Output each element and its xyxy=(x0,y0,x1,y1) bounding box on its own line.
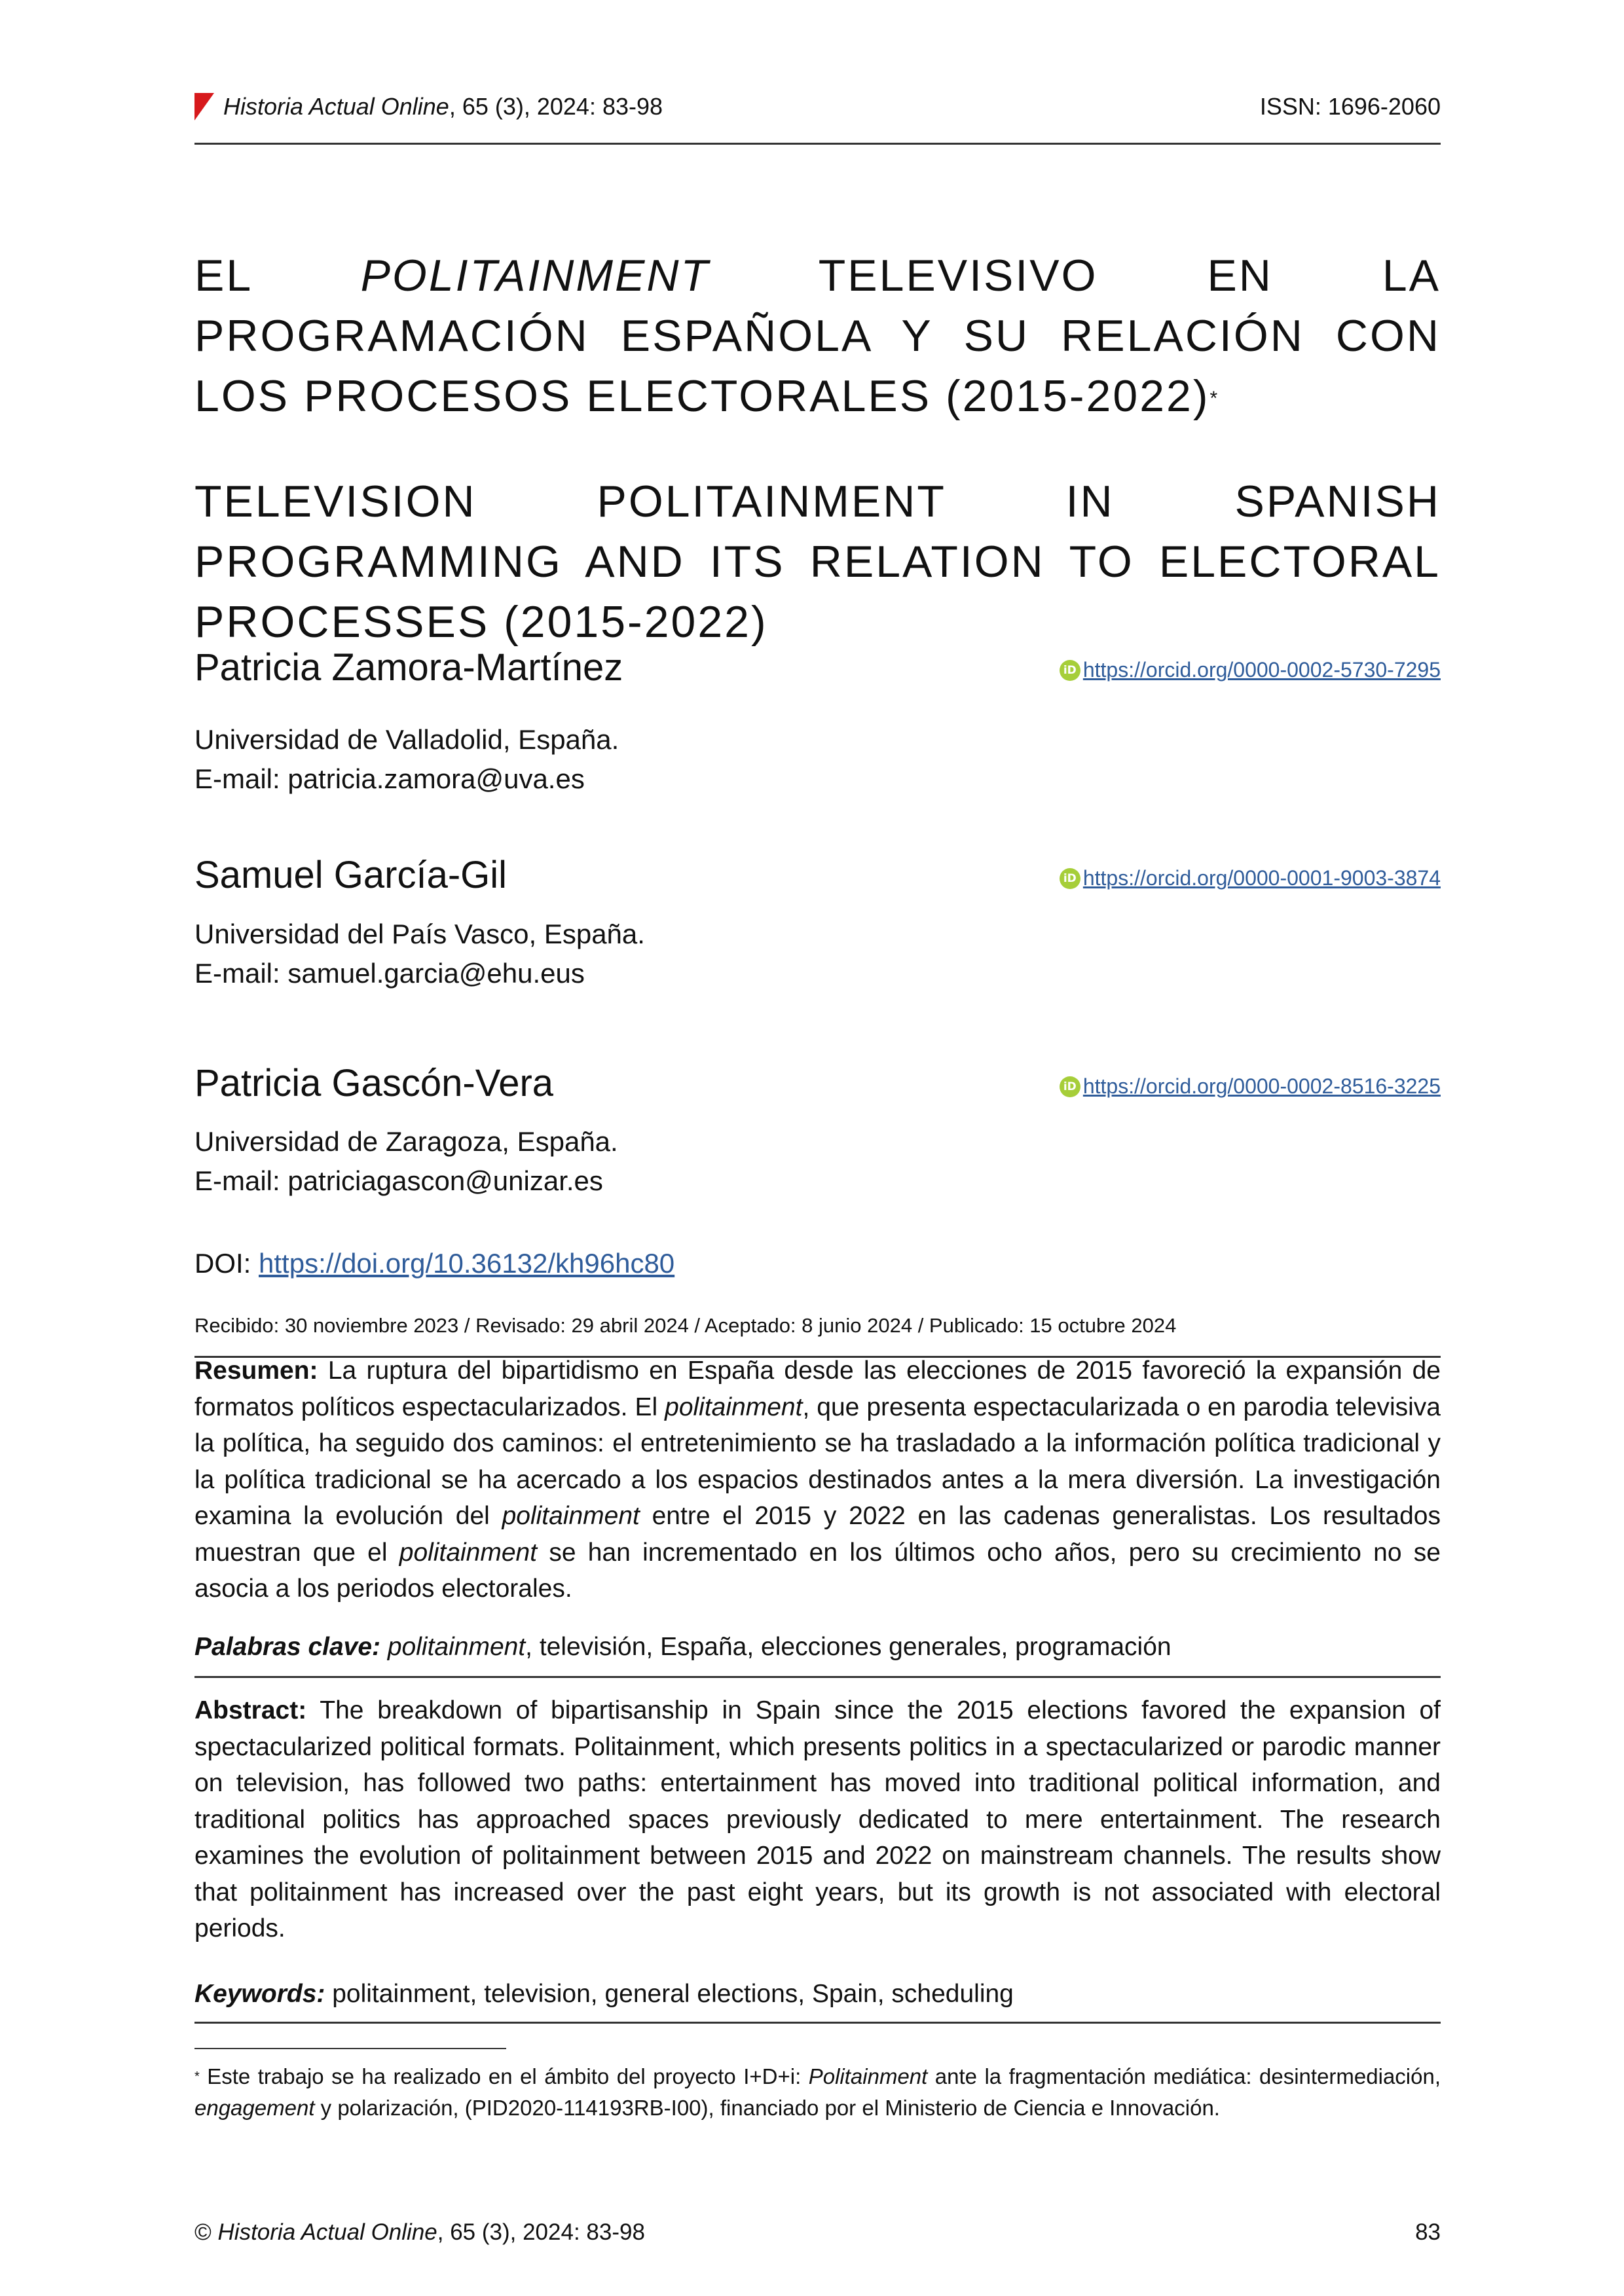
footnote-text: Este trabajo se ha realizado en el ámbito del proyecto I+D+i: xyxy=(199,2064,809,2088)
doi xyxy=(194,1244,674,1283)
keywords-en-divider xyxy=(194,2022,1441,2024)
author-email: E-mail: patricia.zamora@uva.es xyxy=(194,763,585,794)
abstract-text: The breakdown of bipartisanship in Spain since the 2015 elections favored the expansion of spectacularized political formats. Politainment, which presents politics in a spectacularized or parodic manner on television, has followed two paths: entertainment has moved into traditional political information, and traditional politics has approached spaces previously dedicated to mere entertainment. The research examines the evolution of politainment between 2015 and 2022 on mainstream channels. The results show that politainment has increased over the past eight years, but its growth is not associated with electoral periods. xyxy=(194,1696,1441,1942)
keywords-text: politainment, television, general elections, Spain, scheduling xyxy=(325,1980,1014,2008)
running-header xyxy=(194,88,1441,125)
keywords xyxy=(194,1976,1441,2012)
journal-flag-icon xyxy=(194,93,214,120)
copyright-symbol: © xyxy=(194,2219,218,2245)
footnote-text: ante la fragmentación mediática: desintermediación, xyxy=(927,2064,1441,2088)
orcid-icon: iD xyxy=(1060,1076,1080,1097)
orcid-url[interactable]: https://orcid.org/0000-0001-9003-3874 xyxy=(1082,866,1441,890)
title-es-italic: POLITAINMENT xyxy=(360,251,710,301)
author-name: Samuel García-Gil xyxy=(194,854,507,896)
title-english: TELEVISION POLITAINMENT IN SPANISH PROGRAMMING AND ITS RELATION TO ELECTORAL PROCESSES (2015-2022) xyxy=(194,477,1441,647)
footnote xyxy=(194,2061,1441,2124)
author-name: Patricia Gascón-Vera xyxy=(194,1062,554,1104)
footnote-italic: engagement xyxy=(194,2096,315,2120)
title-es-part1: EL xyxy=(194,251,361,301)
resumen-paragraph xyxy=(194,1353,1441,1607)
resumen-italic: politainment xyxy=(665,1393,803,1421)
header-citation xyxy=(194,88,663,125)
header-divider xyxy=(194,143,1441,145)
resumen-italic: politainment xyxy=(399,1538,538,1567)
doi-label: DOI: xyxy=(194,1248,259,1279)
abstract-paragraph xyxy=(194,1692,1441,1947)
footnote-text: y polarización, (PID2020-114193RB-I00), financiado por el Ministerio de Ciencia e Innovación. xyxy=(314,2096,1220,2120)
doi-link[interactable]: https://doi.org/10.36132/kh96hc80 xyxy=(259,1248,675,1279)
keywords-label: Keywords: xyxy=(194,1980,325,2008)
footer-citation-text: , 65 (3), 2024: 83-98 xyxy=(437,2219,645,2245)
page-number: 83 xyxy=(1415,2219,1441,2245)
title-spanish xyxy=(194,246,1441,426)
keywords-divider xyxy=(194,1676,1441,1678)
resumen-text: La ruptura del bipartidismo en España desde las elecciones de 2015 favoreció la expansión de formatos políticos espectacularizados. El xyxy=(194,1357,1441,1421)
footer-journal: Historia Actual Online xyxy=(217,2219,437,2245)
footnote-italic: Politainment xyxy=(808,2064,928,2088)
orcid-link-3[interactable] xyxy=(1060,1074,1441,1099)
header-journal-name: Historia Actual Online xyxy=(223,93,449,120)
resumen-text: se han incrementado en los últimos ocho años, pero su crecimiento no se asocia a los periodos electorales. xyxy=(194,1538,1441,1603)
orcid-url[interactable]: https://orcid.org/0000-0002-8516-3225 xyxy=(1082,1074,1441,1098)
page-footer xyxy=(194,2216,1441,2249)
header-issn: ISSN: 1696-2060 xyxy=(1259,93,1441,120)
title-footnote-mark: * xyxy=(1209,388,1220,409)
author-affiliation: Universidad de Zaragoza, España. xyxy=(194,1126,618,1157)
orcid-icon: iD xyxy=(1060,660,1080,681)
footer-citation xyxy=(194,2219,645,2245)
resumen-label: Resumen: xyxy=(194,1357,318,1385)
header-citation-text: , 65 (3), 2024: 83-98 xyxy=(449,93,663,120)
author-affiliation: Universidad de Valladolid, España. xyxy=(194,724,619,755)
author-affiliation: Universidad del País Vasco, España. xyxy=(194,919,645,949)
footnote-mark: * xyxy=(194,2069,200,2084)
resumen-text: entre el 2015 y 2022 en las cadenas generalistas. Los resultados muestran que el xyxy=(194,1502,1441,1567)
footnote-separator xyxy=(194,2048,506,2049)
orcid-url[interactable]: https://orcid.org/0000-0002-5730-7295 xyxy=(1082,658,1441,682)
resumen-text: , que presenta espectacularizada o en parodia televisiva la política, ha seguido dos caminos: el entretenimiento se ha trasladado a la información política tradicional y la política tradicional se ha acercado a los espacios destinados antes a la mera diversión. La investigación examina la evolución del xyxy=(194,1393,1441,1530)
orcid-link-2[interactable] xyxy=(1060,866,1441,890)
resumen-italic: politainment xyxy=(502,1502,640,1530)
abstract-label: Abstract: xyxy=(194,1696,307,1724)
palabras-clave-label: Palabras clave: xyxy=(194,1633,381,1661)
publication-dates: Recibido: 30 noviembre 2023 / Revisado: 29 abril 2024 / Aceptado: 8 junio 2024 / Publicado: 15 octubre 2024 xyxy=(194,1314,1177,1337)
palabras-clave-text: , televisión, España, elecciones generales, programación xyxy=(525,1633,1172,1661)
author-email: E-mail: samuel.garcia@ehu.eus xyxy=(194,958,585,989)
orcid-icon: iD xyxy=(1060,868,1080,889)
author-email: E-mail: patriciagascon@unizar.es xyxy=(194,1165,603,1196)
palabras-clave-italic: politainment xyxy=(380,1633,526,1661)
palabras-clave xyxy=(194,1629,1441,1665)
author-name: Patricia Zamora-Martínez xyxy=(194,646,623,689)
orcid-link-1[interactable] xyxy=(1060,658,1441,682)
title-es-part2: TELEVISIVO EN LA PROGRAMACIÓN ESPAÑOLA Y SU RELACIÓN CON LOS PROCESOS ELECTORALES (2015-2022) xyxy=(194,251,1441,421)
